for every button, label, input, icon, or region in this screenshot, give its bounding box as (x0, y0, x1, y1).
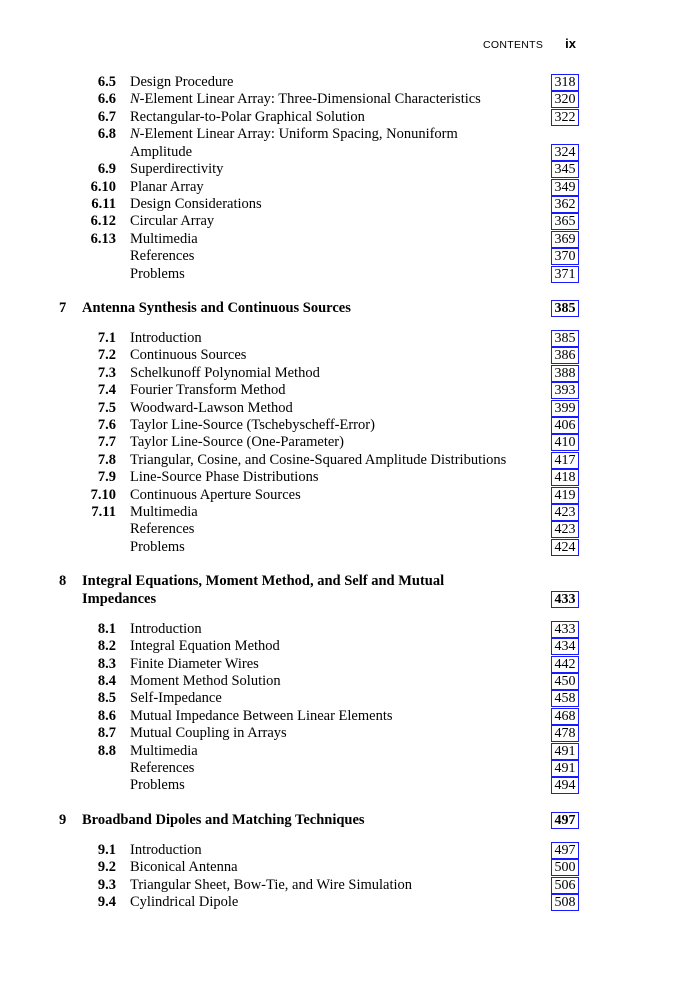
toc-entry (0, 876, 683, 894)
page-link[interactable]: 433 (551, 621, 579, 638)
chapter-title: Integral Equations, Moment Method, and Self and Mutual (82, 573, 445, 590)
section-number: 6.13 (90, 230, 116, 247)
toc-entry (0, 416, 683, 434)
section-title: Continuous Sources (130, 347, 247, 364)
header-page-number: ix (565, 36, 576, 51)
page-link[interactable]: 478 (551, 725, 579, 742)
chapter-page-link[interactable]: 385 (551, 300, 579, 317)
section-title-continued: Amplitude (130, 143, 193, 160)
section-title: Line-Source Phase Distributions (130, 469, 319, 486)
toc-entry (0, 178, 683, 196)
section-title: Introduction (130, 330, 202, 346)
section-title: Multimedia (130, 230, 198, 247)
section-number: 6.9 (97, 161, 116, 178)
page-link[interactable]: 506 (551, 877, 579, 894)
page-link[interactable]: 424 (551, 539, 579, 556)
page-link[interactable]: 468 (551, 708, 579, 725)
toc-entry (0, 841, 683, 859)
section-title: N-Element Linear Array: Uniform Spacing, Nonuniform (130, 126, 458, 143)
section-title: Superdirectivity (130, 161, 224, 178)
section-title: Continuous Aperture Sources (130, 486, 301, 503)
toc-entry (0, 503, 683, 521)
toc-entry (0, 73, 683, 91)
section-title: Biconical Antenna (130, 859, 238, 876)
section-number: 8.2 (97, 638, 116, 655)
section-title: Introduction (130, 841, 202, 858)
page-link[interactable]: 369 (551, 231, 579, 248)
section-number: 9.2 (97, 859, 116, 876)
title-italic-symbol: N (130, 126, 140, 143)
section-title: Triangular, Cosine, and Cosine-Squared Amplitude Distributions (130, 451, 507, 468)
toc-entry (0, 399, 683, 417)
toc-entry (0, 620, 683, 638)
page-link[interactable]: 345 (551, 161, 579, 178)
page-link[interactable]: 371 (551, 266, 579, 283)
section-number: 7.8 (97, 451, 116, 468)
toc-entry (0, 160, 683, 178)
toc-entry-continuation (0, 143, 683, 161)
chapter-number: 9 (59, 811, 67, 828)
page-link[interactable]: 491 (551, 743, 579, 760)
toc-entry (0, 364, 683, 382)
page-link[interactable]: 417 (551, 452, 579, 469)
toc-entry (0, 212, 683, 230)
toc-entry (0, 672, 683, 690)
section-title: Design Considerations (130, 196, 262, 212)
section-number: 7.3 (97, 364, 116, 381)
page-link[interactable]: 491 (551, 760, 579, 777)
section-title: References (130, 759, 195, 776)
section-number: 8.1 (97, 620, 116, 637)
section-title: Problems (130, 538, 185, 555)
section-number: 7.11 (91, 504, 116, 520)
section-number: 8.5 (97, 690, 116, 707)
page-link[interactable]: 322 (551, 109, 579, 126)
chapter-title: Antenna Synthesis and Continuous Sources (82, 300, 351, 316)
toc-entry (0, 707, 683, 725)
toc-entry (0, 893, 683, 911)
chapter-page-link[interactable]: 433 (551, 591, 579, 608)
section-number: 8.3 (97, 655, 116, 672)
chapter-title: Broadband Dipoles and Matching Techniques (82, 811, 365, 828)
toc-entry (0, 742, 683, 760)
page-link[interactable]: 497 (551, 842, 579, 859)
page-link[interactable]: 393 (551, 382, 579, 399)
section-number: 8.4 (97, 672, 116, 689)
section-title: Fourier Transform Method (130, 382, 286, 399)
page-link[interactable]: 423 (551, 504, 579, 521)
chapter-heading (0, 572, 683, 590)
section-title: Circular Array (130, 213, 215, 230)
page-link[interactable]: 370 (551, 248, 579, 265)
chapter-page-link[interactable]: 497 (551, 812, 579, 829)
section-title: Mutual Coupling in Arrays (130, 725, 287, 742)
page-link[interactable]: 494 (551, 777, 579, 794)
toc-entry (0, 433, 683, 451)
toc-entry (0, 637, 683, 655)
section-title: N-Element Linear Array: Three-Dimensional Characteristics (130, 91, 481, 108)
page-link[interactable]: 399 (551, 400, 579, 417)
section-title: Self-Impedance (130, 690, 222, 707)
chapter-heading (0, 299, 683, 317)
page-link[interactable]: 349 (551, 179, 579, 196)
section-title: Triangular Sheet, Bow-Tie, and Wire Simulation (130, 876, 413, 893)
page-link[interactable]: 320 (551, 91, 579, 108)
toc-entry (0, 689, 683, 707)
section-number: 6.6 (97, 91, 116, 108)
section-number: 8.8 (97, 742, 116, 759)
section-title: Introduction (130, 620, 202, 637)
chapter-number: 8 (59, 573, 67, 590)
toc-entry (0, 125, 683, 143)
section-number: 7.1 (97, 330, 116, 346)
page-link[interactable]: 410 (551, 434, 579, 451)
page-link[interactable]: 385 (551, 330, 579, 347)
section-number: 7.5 (97, 399, 116, 416)
toc-entry (0, 195, 683, 213)
section-number: 8.7 (97, 725, 116, 742)
page-link[interactable]: 362 (551, 196, 579, 213)
toc-entry (0, 346, 683, 364)
chapter-title-continued: Impedances (82, 590, 157, 607)
section-title: Taylor Line-Source (One-Parameter) (130, 434, 344, 451)
section-number: 7.6 (97, 417, 116, 433)
toc-entry (0, 520, 683, 538)
section-number: 9.4 (97, 893, 116, 910)
header-label: CONTENTS (483, 39, 544, 51)
page-link[interactable]: 450 (551, 673, 579, 690)
section-title: Taylor Line-Source (Tschebyscheff-Error) (130, 417, 375, 433)
section-number: 7.4 (97, 382, 116, 399)
toc-entry (0, 776, 683, 794)
section-title: Integral Equation Method (130, 638, 280, 655)
page-link[interactable]: 442 (551, 656, 579, 673)
section-title: Problems (130, 777, 185, 794)
toc-entry (0, 108, 683, 126)
page-link[interactable]: 434 (551, 638, 579, 655)
toc-entry (0, 90, 683, 108)
toc-entry (0, 724, 683, 742)
section-title: Cylindrical Dipole (130, 893, 239, 910)
page-link[interactable]: 423 (551, 521, 579, 538)
chapter-heading-continuation (0, 590, 683, 608)
page-link[interactable]: 318 (551, 74, 579, 91)
section-title: Multimedia (130, 742, 198, 759)
section-title: Design Procedure (130, 74, 234, 90)
toc-entry (0, 468, 683, 486)
page-link[interactable]: 386 (551, 347, 579, 364)
page-link[interactable]: 324 (551, 144, 579, 161)
toc-entry (0, 230, 683, 248)
chapter-heading (0, 811, 683, 829)
chapter-number: 7 (59, 300, 67, 316)
page-link[interactable]: 500 (551, 859, 579, 876)
toc-entry (0, 451, 683, 469)
section-number: 8.6 (97, 707, 116, 724)
page-link[interactable]: 418 (551, 469, 579, 486)
page-link[interactable]: 508 (551, 894, 579, 911)
page-link[interactable]: 406 (551, 417, 579, 434)
section-title: Woodward-Lawson Method (130, 399, 293, 416)
section-number: 6.12 (90, 213, 116, 230)
title-italic-symbol: N (130, 91, 140, 108)
toc-entry (0, 655, 683, 673)
section-number: 6.11 (91, 196, 116, 212)
section-title: Planar Array (130, 178, 204, 195)
section-number: 9.1 (97, 841, 116, 858)
section-title: References (130, 248, 195, 265)
toc-entry (0, 486, 683, 504)
section-number: 6.8 (97, 126, 116, 143)
page-link[interactable]: 365 (551, 213, 579, 230)
section-title: Multimedia (130, 504, 198, 520)
section-number: 6.5 (97, 74, 116, 90)
section-title: Schelkunoff Polynomial Method (130, 364, 320, 381)
section-number: 7.2 (97, 347, 116, 364)
toc-entry (0, 247, 683, 265)
section-title: Mutual Impedance Between Linear Elements (130, 707, 393, 724)
toc-entry (0, 381, 683, 399)
page-link[interactable]: 458 (551, 690, 579, 707)
section-number: 6.10 (90, 178, 116, 195)
section-title: Problems (130, 265, 185, 282)
section-title: Rectangular-to-Polar Graphical Solution (130, 108, 365, 125)
section-title: Finite Diameter Wires (130, 655, 259, 672)
section-title: References (130, 521, 195, 538)
section-number: 7.10 (90, 486, 116, 503)
toc-entry (0, 265, 683, 283)
running-header (483, 36, 576, 51)
page-link[interactable]: 419 (551, 487, 579, 504)
section-number: 7.9 (97, 469, 116, 486)
toc-entry (0, 759, 683, 777)
section-number: 7.7 (97, 434, 116, 451)
section-number: 9.3 (97, 876, 116, 893)
section-title: Moment Method Solution (130, 672, 281, 689)
section-number: 6.7 (97, 108, 116, 125)
page-link[interactable]: 388 (551, 365, 579, 382)
toc-entry (0, 329, 683, 347)
toc-entry (0, 858, 683, 876)
toc-entry (0, 538, 683, 556)
